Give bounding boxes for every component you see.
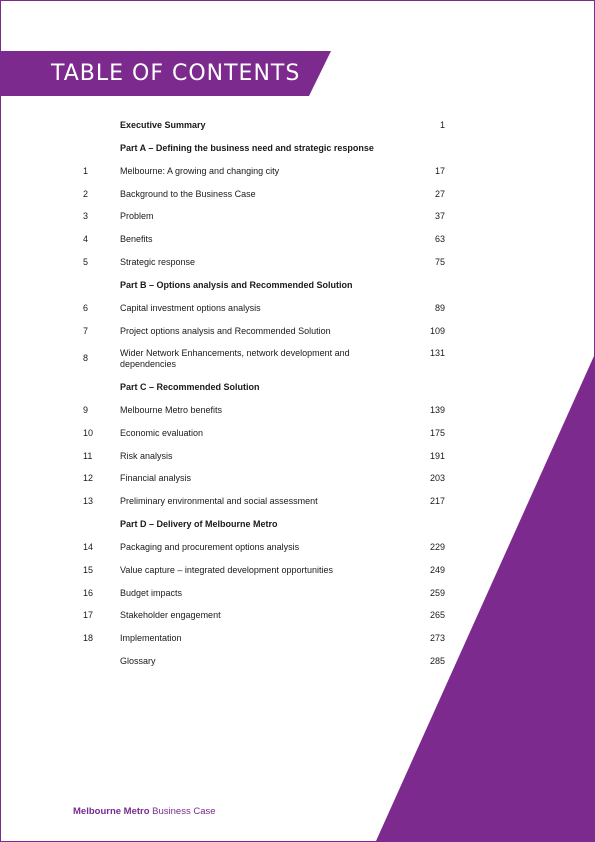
toc-entry-label: Problem <box>120 211 154 221</box>
toc-entry-label: Wider Network Enhancements, network development and dependencies <box>120 348 350 369</box>
toc-entry-number: 14 <box>83 542 94 552</box>
toc-entry-number: 4 <box>83 234 89 244</box>
toc-entry-number: 1 <box>83 166 89 176</box>
toc-entry-page: 203 <box>429 473 445 483</box>
toc-entry-page: 249 <box>429 565 445 575</box>
footer-text: Business Case <box>149 806 216 817</box>
toc-entry-label: Risk analysis <box>120 451 173 461</box>
toc-entry-number: 6 <box>83 303 89 313</box>
toc-entry-label: Financial analysis <box>120 473 192 483</box>
toc-entry-number: 8 <box>83 353 89 363</box>
toc-entry-page: 265 <box>429 610 445 620</box>
toc-entry-label: Budget impacts <box>120 588 183 598</box>
toc-entry-number: 2 <box>83 189 89 199</box>
footer <box>73 806 216 817</box>
toc-entry-number: 10 <box>83 428 94 438</box>
toc-entry-page: 27 <box>434 189 445 199</box>
toc-entry-page: 191 <box>429 451 445 461</box>
toc-entry-label: Value capture – integrated development opportunities <box>120 565 333 575</box>
toc-entry-number: 12 <box>83 473 94 483</box>
toc-entry-label: Executive Summary <box>120 120 206 130</box>
toc-entry-page: 1 <box>439 120 445 130</box>
toc-entry-label: Part C – Recommended Solution <box>120 382 260 392</box>
toc-entry-page: 259 <box>429 588 445 598</box>
toc-entry-number: 15 <box>83 565 94 575</box>
toc-entry-label: Glossary <box>120 656 156 666</box>
toc-entry-number: 7 <box>83 326 89 336</box>
toc-entry-label: Part D – Delivery of Melbourne Metro <box>120 519 278 529</box>
toc-entry-label: Benefits <box>120 234 153 244</box>
toc-entry-number: 5 <box>83 257 89 267</box>
footer-brand: Melbourne Metro <box>73 806 150 817</box>
toc-entry-label: Part B – Options analysis and Recommended Solution <box>120 280 353 290</box>
toc-entry-page: 139 <box>429 405 445 415</box>
toc-entry-page: 109 <box>429 326 445 336</box>
toc-entry-label: Melbourne: A growing and changing city <box>120 166 280 176</box>
toc-entry-page: 131 <box>429 348 445 358</box>
toc-entry-page: 89 <box>434 303 445 313</box>
toc-entry-number: 16 <box>83 588 94 598</box>
toc-entry-number: 9 <box>83 405 89 415</box>
toc-entry-page: 37 <box>434 211 445 221</box>
toc-entry-label: Stakeholder engagement <box>120 610 221 620</box>
toc-entry-label: Project options analysis and Recommended Solution <box>120 326 331 336</box>
toc-entry-number: 17 <box>83 610 94 620</box>
toc-entry-label: Part A – Defining the business need and strategic response <box>120 143 374 153</box>
toc-entry-label: Strategic response <box>120 257 196 267</box>
toc-entry-label: Implementation <box>120 633 182 643</box>
toc-entry-page: 229 <box>429 542 445 552</box>
toc-entry-page: 285 <box>429 656 445 666</box>
page-title: TABLE OF CONTENTS <box>51 61 301 86</box>
toc-entry-number: 11 <box>83 451 93 461</box>
toc-entry-label: Capital investment options analysis <box>120 303 261 313</box>
toc-entry-label: Melbourne Metro benefits <box>120 405 223 415</box>
toc-entry-number: 3 <box>83 211 89 221</box>
toc-entry-page: 217 <box>429 496 445 506</box>
toc-entry-label: Preliminary environmental and social assessment <box>120 496 318 506</box>
toc-entry-page: 175 <box>429 428 445 438</box>
toc-entry-page: 63 <box>434 234 445 244</box>
toc-entry-label: Economic evaluation <box>120 428 204 438</box>
toc-entry-number: 18 <box>83 633 94 643</box>
toc-entry-page: 75 <box>434 257 445 267</box>
toc-entry-page: 17 <box>434 166 445 176</box>
toc-entry-number: 13 <box>83 496 94 506</box>
toc-entry-label: Background to the Business Case <box>120 189 256 199</box>
toc-entry-page: 273 <box>429 633 445 643</box>
toc-entry-label: Packaging and procurement options analysis <box>120 542 300 552</box>
